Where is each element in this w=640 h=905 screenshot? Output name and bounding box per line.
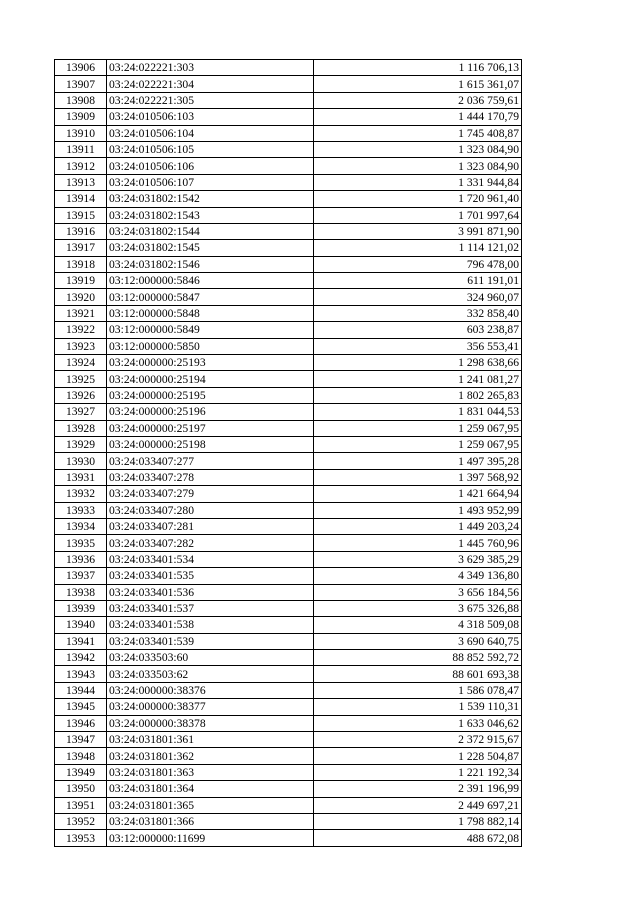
row-number: 13919 [55,273,107,289]
row-number: 13927 [55,404,107,420]
row-number: 13951 [55,797,107,813]
cadastral-value: 88 852 592,72 [314,650,522,666]
cadastral-number: 03:24:000000:25194 [107,371,314,387]
cadastral-number: 03:24:033407:281 [107,518,314,534]
cadastral-number: 03:24:010506:107 [107,174,314,190]
row-number: 13920 [55,289,107,305]
row-number: 13937 [55,568,107,584]
cadastral-number: 03:24:031802:1545 [107,240,314,256]
cadastral-number: 03:24:010506:104 [107,125,314,141]
table-row [55,191,522,207]
row-number: 13906 [55,60,107,76]
cadastral-value: 4 318 509,08 [314,617,522,633]
table-row [55,551,522,567]
table-row [55,830,522,846]
cadastral-value: 1 421 664,94 [314,486,522,502]
row-number: 13915 [55,207,107,223]
table-row [55,92,522,108]
row-number: 13941 [55,633,107,649]
row-number: 13932 [55,486,107,502]
cadastral-number: 03:24:031801:361 [107,732,314,748]
cadastral-number: 03:12:000000:11699 [107,830,314,846]
cadastral-number: 03:24:033401:536 [107,584,314,600]
cadastral-value: 356 553,41 [314,338,522,354]
cadastral-number: 03:24:033401:539 [107,633,314,649]
cadastral-value: 2 391 196,99 [314,781,522,797]
cadastral-number: 03:24:010506:106 [107,158,314,174]
row-number: 13935 [55,535,107,551]
table-row [55,322,522,338]
cadastral-number: 03:24:033407:277 [107,453,314,469]
cadastral-value: 1 586 078,47 [314,682,522,698]
cadastral-value: 1 298 638,66 [314,355,522,371]
table-row [55,764,522,780]
row-number: 13913 [55,174,107,190]
row-number: 13948 [55,748,107,764]
row-number: 13921 [55,305,107,321]
cadastral-number: 03:24:000000:38376 [107,682,314,698]
cadastral-value: 1 259 067,95 [314,436,522,452]
table-row [55,732,522,748]
table-row [55,748,522,764]
table-row [55,584,522,600]
table-row [55,109,522,125]
row-number: 13925 [55,371,107,387]
table-row [55,387,522,403]
cadastral-value: 1 323 084,90 [314,141,522,157]
cadastral-number: 03:12:000000:5850 [107,338,314,354]
row-number: 13912 [55,158,107,174]
cadastral-value: 1 802 265,83 [314,387,522,403]
row-number: 13929 [55,436,107,452]
cadastral-value: 4 349 136,80 [314,568,522,584]
row-number: 13926 [55,387,107,403]
table-row [55,273,522,289]
cadastral-value: 3 690 640,75 [314,633,522,649]
cadastral-value: 332 858,40 [314,305,522,321]
row-number: 13930 [55,453,107,469]
row-number: 13946 [55,715,107,731]
cadastral-number: 03:24:000000:25198 [107,436,314,452]
table-row [55,699,522,715]
row-number: 13924 [55,355,107,371]
table-row [55,568,522,584]
cadastral-number: 03:24:033407:278 [107,469,314,485]
cadastral-value: 1 615 361,07 [314,76,522,92]
cadastral-number: 03:12:000000:5849 [107,322,314,338]
cadastral-number: 03:12:000000:5847 [107,289,314,305]
cadastral-value: 88 601 693,38 [314,666,522,682]
table-body [55,60,522,847]
table-row [55,76,522,92]
cadastral-value: 796 478,00 [314,256,522,272]
row-number: 13911 [55,141,107,157]
row-number: 13922 [55,322,107,338]
cadastral-number: 03:24:031801:362 [107,748,314,764]
table-row [55,371,522,387]
row-number: 13945 [55,699,107,715]
cadastral-value-table [54,59,522,847]
cadastral-value: 1 701 997,64 [314,207,522,223]
cadastral-value: 1 331 944,84 [314,174,522,190]
cadastral-value: 1 798 882,14 [314,813,522,829]
row-number: 13949 [55,764,107,780]
table-row [55,715,522,731]
cadastral-value: 611 191,01 [314,273,522,289]
cadastral-number: 03:24:000000:25193 [107,355,314,371]
cadastral-number: 03:24:033407:279 [107,486,314,502]
table-row [55,666,522,682]
table-row [55,223,522,239]
row-number: 13934 [55,518,107,534]
row-number: 13950 [55,781,107,797]
cadastral-value: 3 675 326,88 [314,600,522,616]
table-row [55,781,522,797]
table-row [55,682,522,698]
row-number: 13952 [55,813,107,829]
cadastral-value: 1 831 044,53 [314,404,522,420]
table-row [55,240,522,256]
row-number: 13916 [55,223,107,239]
cadastral-number: 03:24:033401:538 [107,617,314,633]
row-number: 13928 [55,420,107,436]
cadastral-number: 03:24:031801:365 [107,797,314,813]
cadastral-value: 1 221 192,34 [314,764,522,780]
cadastral-number: 03:24:000000:25196 [107,404,314,420]
cadastral-number: 03:24:033401:537 [107,600,314,616]
cadastral-number: 03:24:033401:535 [107,568,314,584]
cadastral-number: 03:24:033503:60 [107,650,314,666]
row-number: 13933 [55,502,107,518]
table-row [55,141,522,157]
cadastral-value: 1 745 408,87 [314,125,522,141]
row-number: 13931 [55,469,107,485]
row-number: 13940 [55,617,107,633]
cadastral-number: 03:24:000000:38377 [107,699,314,715]
table-row [55,813,522,829]
row-number: 13908 [55,92,107,108]
cadastral-value: 1 397 568,92 [314,469,522,485]
row-number: 13923 [55,338,107,354]
row-number: 13918 [55,256,107,272]
row-number: 13914 [55,191,107,207]
cadastral-number: 03:24:000000:38378 [107,715,314,731]
cadastral-value: 3 629 385,29 [314,551,522,567]
cadastral-value: 1 720 961,40 [314,191,522,207]
table-row [55,256,522,272]
cadastral-value: 324 960,07 [314,289,522,305]
cadastral-value: 1 539 110,31 [314,699,522,715]
cadastral-number: 03:24:031801:363 [107,764,314,780]
row-number: 13909 [55,109,107,125]
table-row [55,600,522,616]
table-row [55,289,522,305]
cadastral-value: 1 497 395,28 [314,453,522,469]
cadastral-number: 03:24:010506:105 [107,141,314,157]
cadastral-value: 1 114 121,02 [314,240,522,256]
cadastral-number: 03:24:033503:62 [107,666,314,682]
cadastral-value: 1 228 504,87 [314,748,522,764]
cadastral-number: 03:24:031801:364 [107,781,314,797]
table-row [55,617,522,633]
cadastral-value: 1 633 046,62 [314,715,522,731]
table-row [55,453,522,469]
table-row [55,158,522,174]
cadastral-number: 03:12:000000:5846 [107,273,314,289]
table-row [55,650,522,666]
cadastral-number: 03:24:033407:280 [107,502,314,518]
row-number: 13943 [55,666,107,682]
table-row [55,305,522,321]
row-number: 13944 [55,682,107,698]
row-number: 13917 [55,240,107,256]
cadastral-number: 03:24:010506:103 [107,109,314,125]
table-row [55,404,522,420]
row-number: 13953 [55,830,107,846]
cadastral-value: 1 241 081,27 [314,371,522,387]
row-number: 13936 [55,551,107,567]
table-row [55,535,522,551]
table-row [55,797,522,813]
cadastral-number: 03:24:031802:1542 [107,191,314,207]
cadastral-number: 03:24:031802:1546 [107,256,314,272]
cadastral-number: 03:24:033401:534 [107,551,314,567]
table-row [55,436,522,452]
cadastral-number: 03:24:022221:305 [107,92,314,108]
cadastral-number: 03:24:000000:25197 [107,420,314,436]
cadastral-number: 03:24:031801:366 [107,813,314,829]
cadastral-value: 2 036 759,61 [314,92,522,108]
cadastral-value: 488 672,08 [314,830,522,846]
cadastral-value: 1 493 952,99 [314,502,522,518]
table-row [55,355,522,371]
cadastral-number: 03:24:022221:304 [107,76,314,92]
cadastral-value: 3 991 871,90 [314,223,522,239]
cadastral-number: 03:12:000000:5848 [107,305,314,321]
row-number: 13942 [55,650,107,666]
cadastral-value: 1 259 067,95 [314,420,522,436]
table-row [55,633,522,649]
table-row [55,420,522,436]
table-row [55,174,522,190]
row-number: 13947 [55,732,107,748]
table-row [55,125,522,141]
table-row [55,207,522,223]
cadastral-number: 03:24:033407:282 [107,535,314,551]
cadastral-number: 03:24:022221:303 [107,60,314,76]
cadastral-value: 1 323 084,90 [314,158,522,174]
cadastral-number: 03:24:031802:1543 [107,207,314,223]
row-number: 13938 [55,584,107,600]
table-row [55,60,522,76]
table-row [55,518,522,534]
table-row [55,486,522,502]
cadastral-number: 03:24:031802:1544 [107,223,314,239]
cadastral-value: 2 372 915,67 [314,732,522,748]
table-row [55,338,522,354]
cadastral-value: 2 449 697,21 [314,797,522,813]
row-number: 13907 [55,76,107,92]
cadastral-value: 1 445 760,96 [314,535,522,551]
cadastral-value: 603 238,87 [314,322,522,338]
table-row [55,502,522,518]
cadastral-value: 1 444 170,79 [314,109,522,125]
cadastral-value: 1 449 203,24 [314,518,522,534]
cadastral-number: 03:24:000000:25195 [107,387,314,403]
row-number: 13939 [55,600,107,616]
table-row [55,469,522,485]
cadastral-value: 3 656 184,56 [314,584,522,600]
row-number: 13910 [55,125,107,141]
cadastral-value: 1 116 706,13 [314,60,522,76]
